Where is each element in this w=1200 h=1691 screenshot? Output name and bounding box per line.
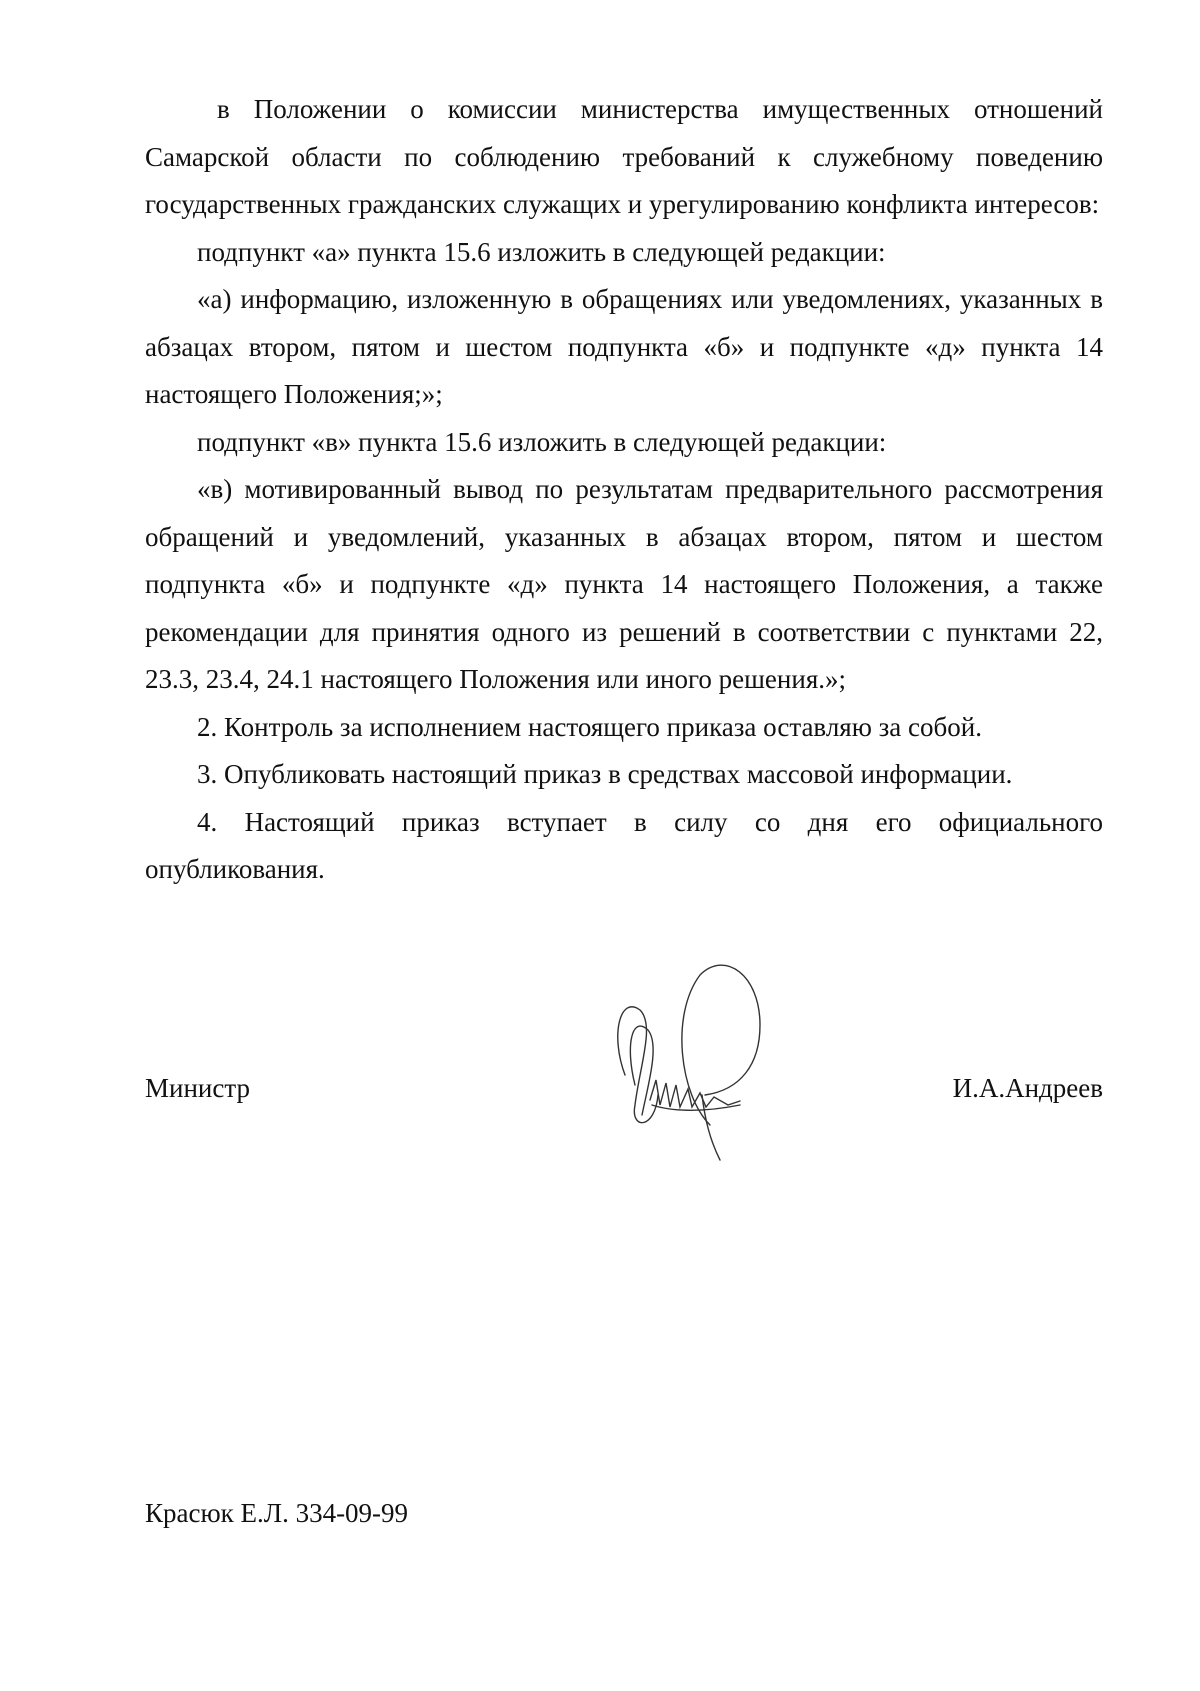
paragraph-item-3: 3. Опубликовать настоящий приказ в средствах массовой информации.: [197, 759, 1013, 789]
paragraph-item-2: 2. Контроль за исполнением настоящего приказа оставляю за собой.: [197, 711, 982, 742]
executor-contact: Красюк Е.Л. 334-09-99: [145, 1498, 409, 1528]
paragraph-subpoint-a-instruction: подпункт «а» пункта 15.6 изложить в следующей редакции:: [197, 236, 886, 267]
signature-block: [145, 1065, 1103, 1125]
handwritten-signature: [610, 955, 800, 1165]
paragraph-subpoint-a-text: «а) информацию, изложенную в обращениях или уведомлениях, указанных в абзацах втором, пятом и шестом подпункта «б» и подпункте «д» пункта 14 настоящего Положения;»;: [145, 284, 1103, 409]
paragraph-intro: в Положении о комиссии министерства имущественных отношений Самарской области по соблюдению требований к служебному поведению государственных гражданских служащих и урегулированию конфликта интересов:: [145, 94, 1103, 219]
paragraph-subpoint-v-text: «в) мотивированный вывод по результатам предварительного рассмотрения обращений и уведомлений, указанных в абзацах втором, пятом и шестом подпункта «б» и подпункте «д» пункта 14 настоящего Положения, а также рекомендации для принятия одного из решений в соответствии с пунктами 22, 23.3, 23.4, 24.1 настоящего Положения или иного решения.»;: [145, 474, 1103, 694]
document-body: [145, 86, 1103, 894]
paragraph-subpoint-v-instruction: подпункт «в» пункта 15.6 изложить в следующей редакции:: [197, 426, 887, 457]
signatory-name: И.А.Андреев: [952, 1073, 1103, 1103]
signatory-role: Министр: [145, 1073, 250, 1103]
paragraph-item-4: 4. Настоящий приказ вступает в силу со дня его официального опубликования.: [145, 806, 1103, 884]
